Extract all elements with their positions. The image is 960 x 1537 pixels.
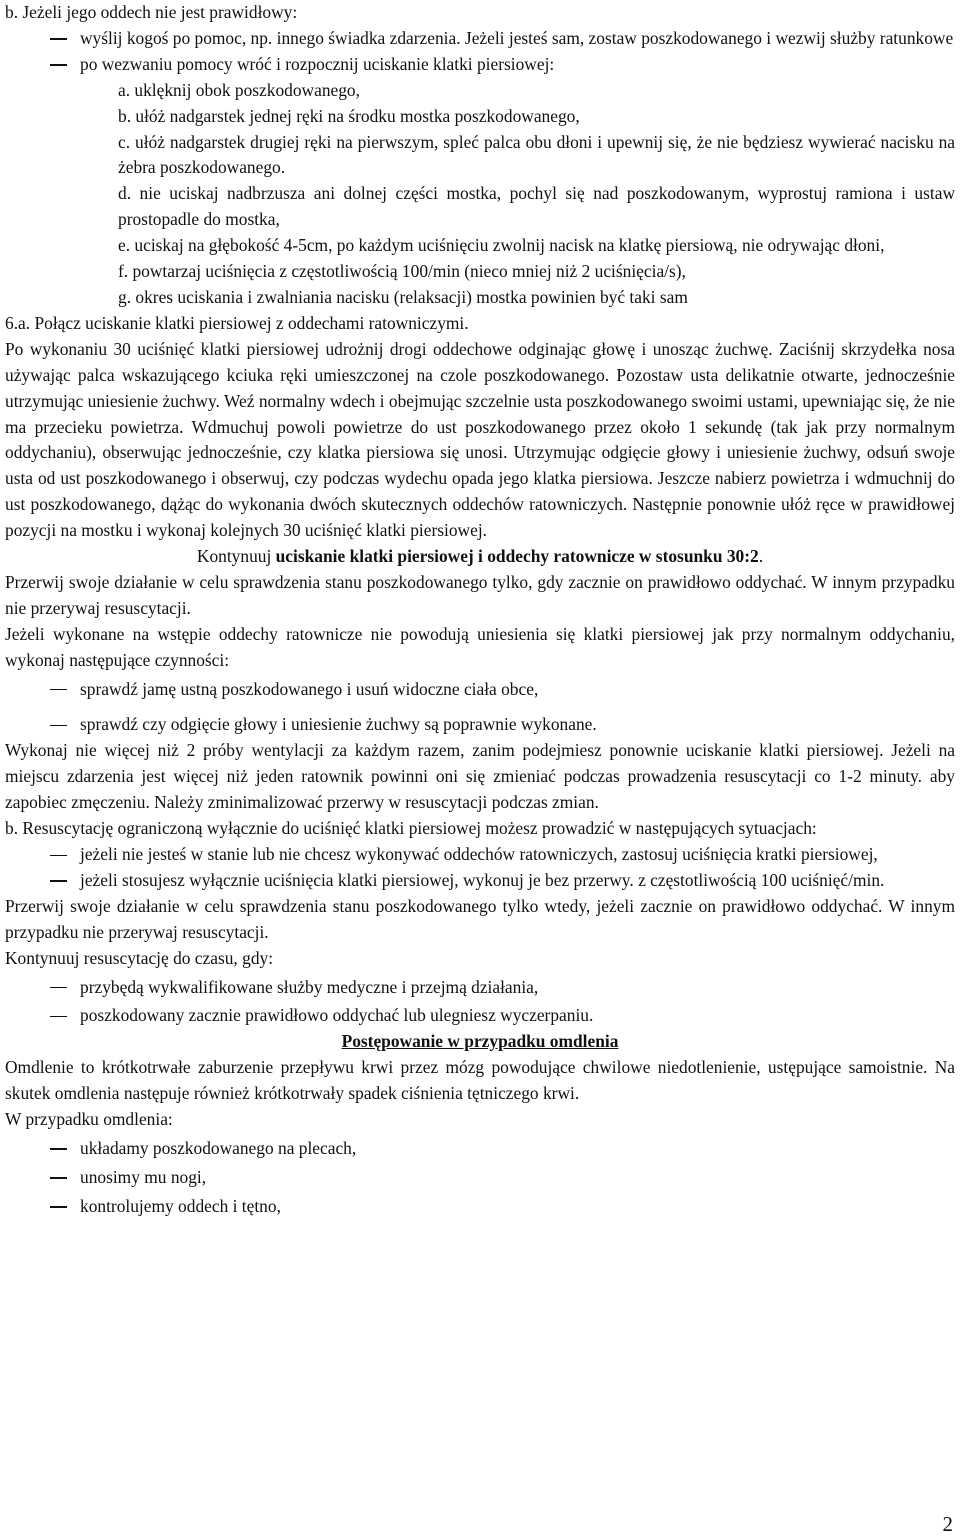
fainting-definition: Omdlenie to krótkotrwałe zaburzenie przepływu krwi przez mózg powodujące chwilowe niedotlenienie, ustępujące samoistnie. Na skutek omdlenia następuje również krótkotrwały spadek ciśnienia tętniczego krwi. <box>5 1057 955 1104</box>
interrupt-paragraph: Przerwij swoje działanie w celu sprawdzenia stanu poszkodowanego tylko, gdy zacznie on prawidłowo oddychać. W innym przypadku nie przerywaj resuscytacji. <box>5 571 955 618</box>
no-rise-paragraph: Jeżeli wykonane na wstępie oddechy ratownicze nie powodują uniesienia się klatki piersiowej jak przy normalnym oddychaniu, wykonaj następujące czynności: <box>5 623 955 670</box>
list-item: sprawdź czy odgięcie głowy i uniesienie żuchwy są poprawnie wykonane. <box>5 712 955 738</box>
step-item: f. powtarzaj uciśnięcia z częstotliwością 100/min (nieco mniej niż 2 uciśnięcia/s), <box>118 261 686 282</box>
step-item: b. ułóż nadgarstek jednej ręki na środku mostka poszkodowanego, <box>118 105 580 126</box>
step-item: a. uklęknij obok poszkodowanego, <box>118 79 360 100</box>
continue-suffix: . <box>758 546 764 567</box>
list-item: przybędą wykwalifikowane służby medyczne i przejmą działania, <box>5 975 955 1001</box>
attempts-paragraph: Wykonaj nie więcej niż 2 próby wentylacji za każdym razem, zanim podejmiesz ponownie uciskanie klatki piersiowej. Jeżeli na miejscu zdarzenia jest więcej niż jeden ratownik powinni oni się zmieniać podczas prowadzenia resuscytacji co 1-2 minuty. aby zapobiec zmęczeniu. Należy zminimalizować przerwy w resuscytacji podczas zmian. <box>5 740 955 813</box>
step-item: g. okres uciskania i zwalniania nacisku (relaksacji) mostka powinien być taki sam <box>118 286 688 307</box>
list-item: układamy poszkodowanego na plecach, <box>5 1136 955 1162</box>
step-item: e. uciskaj na głębokość 4-5cm, po każdym uciśnięciu zwolnij nacisk na klatkę piersiową, nie odrywając dłoni, <box>118 235 885 256</box>
list-item: kontrolujemy oddech i tętno, <box>5 1194 955 1220</box>
section-6a-title: 6.a. Połącz uciskanie klatki piersiowej z oddechami ratowniczymi. <box>5 312 469 333</box>
list-item: wyślij kogoś po pomoc, np. innego świadka zdarzenia. Jeżeli jesteś sam, zostaw poszkodowanego i wezwij służby ratunkowe <box>5 26 955 52</box>
list-item: sprawdź jamę ustną poszkodowanego i usuń widoczne ciała obce, <box>5 677 955 703</box>
continue-prefix: Kontynuuj <box>196 546 276 567</box>
continue-line <box>5 544 955 570</box>
document-page <box>5 0 955 1220</box>
continue-bold-text: uciskanie klatki piersiowej i oddechy ratownicze w stosunku 30:2 <box>275 546 759 567</box>
step-item: d. nie uciskaj nadbrzusza ani dolnej części mostka, pochyl się nad poszkodowanym, wyprostuj ramiona i ustaw prostopadle do mostka, <box>118 183 955 230</box>
continue-until: Kontynuuj resuscytację do czasu, gdy: <box>5 947 274 968</box>
step-item: c. ułóż nadgarstek drugiej ręki na pierwszym, spleć palca obu dłoni i upewnij się, że nie będziesz wywierać nacisku na żebra poszkodowanego. <box>118 131 955 178</box>
fainting-intro: W przypadku omdlenia: <box>5 1109 173 1130</box>
list-item: poszkodowany zacznie prawidłowo oddychać lub ulegniesz wyczerpaniu. <box>5 1003 955 1029</box>
list-item: unosimy mu nogi, <box>5 1165 955 1191</box>
list-item: jeżeli nie jesteś w stanie lub nie chcesz wykonywać oddechów ratowniczych, zastosuj uciśnięcia kratki piersiowej, <box>5 842 955 868</box>
heading-b: b. Jeżeli jego oddech nie jest prawidłowy: <box>5 2 298 22</box>
list-item: po wezwaniu pomocy wróć i rozpocznij uciskanie klatki piersiowej: <box>5 52 955 78</box>
list-item: jeżeli stosujesz wyłącznie uciśnięcia klatki piersiowej, wykonuj je bez przerwy. z częstotliwością 100 uciśnięć/min. <box>5 868 955 894</box>
fainting-title: Postępowanie w przypadku omdlenia <box>341 1031 619 1052</box>
page-number: 2 <box>942 1512 953 1536</box>
section-b-intro: b. Resuscytację ograniczoną wyłącznie do uciśnięć klatki piersiowej możesz prowadzić w następujących sytuacjach: <box>5 818 817 839</box>
section-b-interrupt: Przerwij swoje działanie w celu sprawdzenia stanu poszkodowanego tylko wtedy, jeżeli zacznie on prawidłowo oddychać. W innym przypadku nie przerywaj resuscytacji. <box>5 895 955 942</box>
section-6a-body: Po wykonaniu 30 uciśnięć klatki piersiowej udrożnij drogi oddechowe odginając głowę i unosząc żuchwę. Zaciśnij skrzydełka nosa używając palca wskazującego kciuka ręki umieszczonej na czole poszkodowanego. Pozostaw usta delikatnie otwarte, jednocześnie utrzymując uniesienie żuchwy. Weź normalny wdech i obejmując szczelnie usta poszkodowanego swoimi ustami, upewniając się, że nie ma przecieku powietrza. Wdmuchuj powoli powietrze do ust poszkodowanego przez około 1 sekundę (tak jak przy normalnym oddychaniu), obserwując jednocześnie, czy klatka piersiowa się unosi. Utrzymując odgięcie głowy i uniesienie żuchwy, odsuń swoje usta od ust poszkodowanego i obserwuj, czy podczas wydechu opada jego klatka piersiowa. Jeszcze nabierz powietrza i wdmuchnij do ust poszkodowanego, dążąc do wykonania dwóch skutecznych oddechów ratowniczych. Następnie ponownie ułóż ręce w prawidłowej pozycji na mostku i wykonaj kolejnych 30 uciśnięć klatki piersiowej. <box>5 338 955 541</box>
